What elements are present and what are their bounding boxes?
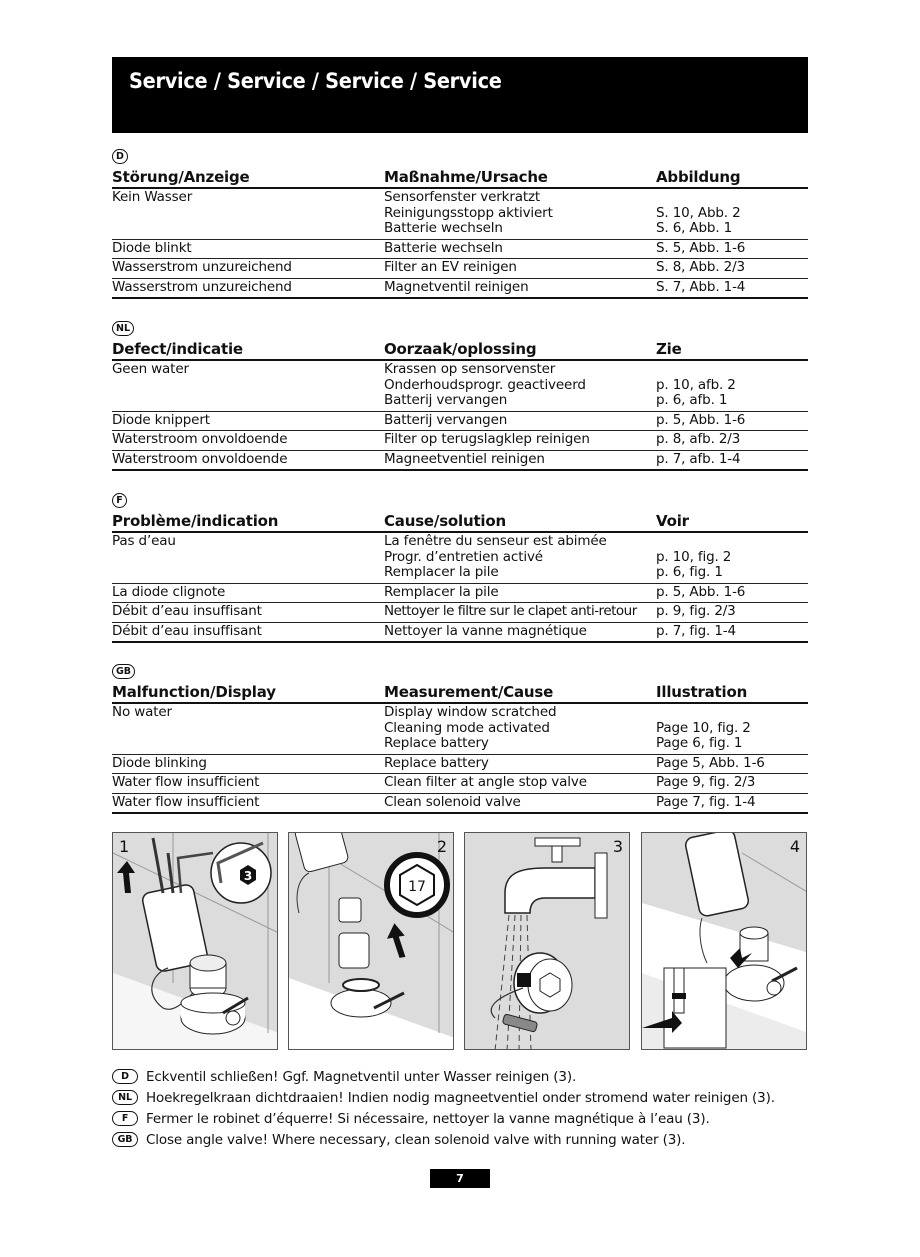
table-header <box>112 682 808 703</box>
reference-line: p. 10, fig. 2 <box>656 548 732 565</box>
problem-cell: Water flow insufficient <box>112 793 384 813</box>
lang-badge-fr: F <box>112 493 127 508</box>
note-text: Close angle valve! Where necessary, clean solenoid valve with running water (3). <box>146 1131 686 1148</box>
up-arrow-icon <box>117 861 135 893</box>
problem-cell: Wasserstrom unzureichend <box>112 259 384 279</box>
cause-cell <box>384 532 656 583</box>
illustration-strip <box>112 832 808 1050</box>
reference-cell: p. 5, Abb. 1-6 <box>656 583 808 603</box>
service-table-fr <box>112 511 808 643</box>
section-gb <box>112 659 808 814</box>
reference-cell <box>656 360 808 411</box>
reference-line <box>656 705 808 721</box>
problem-cell: Geen water <box>112 360 384 411</box>
table-row <box>112 360 808 411</box>
note-gb <box>112 1129 812 1150</box>
figure-number: 4 <box>789 837 800 856</box>
lang-badge-gb: GB <box>112 1132 138 1147</box>
cause-line: Display window scratched <box>384 704 557 720</box>
figure-1 <box>112 832 278 1050</box>
reference-cell: p. 7, afb. 1-4 <box>656 450 808 470</box>
reassemble-illustration <box>642 833 807 1050</box>
table-row <box>112 603 808 623</box>
reference-cell <box>656 532 808 583</box>
remove-electronics-illustration <box>113 833 278 1050</box>
note-text: Hoekregelkraan dichtdraaien! Indien nodig magneetventiel onder stromend water reinigen (3). <box>146 1089 775 1106</box>
lang-badge-nl: NL <box>112 321 134 336</box>
cause-line: Reinigungsstopp aktiviert <box>384 204 553 221</box>
cause-cell: Nettoyer le filtre sur le clapet anti-retour <box>384 603 656 623</box>
note-de <box>112 1066 812 1087</box>
problem-cell: Water flow insufficient <box>112 774 384 794</box>
reference-line <box>656 534 808 550</box>
reference-line: Page 10, fig. 2 <box>656 719 751 736</box>
reference-line <box>656 190 808 206</box>
table-row <box>112 793 808 813</box>
note-nl <box>112 1087 812 1108</box>
section-de <box>112 144 808 299</box>
cause-cell: Batterij vervangen <box>384 411 656 431</box>
cause-line: Batterij vervangen <box>384 392 508 408</box>
column-header: Maßnahme/Ursache <box>384 167 656 188</box>
problem-cell: La diode clignote <box>112 583 384 603</box>
table-row <box>112 411 808 431</box>
hex-key-badge <box>211 843 271 903</box>
column-header: Oorzaak/oplossing <box>384 339 656 360</box>
column-header: Cause/solution <box>384 511 656 532</box>
reference-line: p. 6, afb. 1 <box>656 392 728 408</box>
cause-line: Sensorfenster verkratzt <box>384 189 541 205</box>
reference-cell: Page 5, Abb. 1-6 <box>656 754 808 774</box>
table-row <box>112 583 808 603</box>
problem-cell: Débit d’eau insuffisant <box>112 622 384 642</box>
cause-line: Progr. d’entretien activé <box>384 548 543 565</box>
problem-cell: Kein Wasser <box>112 188 384 239</box>
lang-badge-nl: NL <box>112 1090 138 1105</box>
reference-line: Page 6, fig. 1 <box>656 735 743 751</box>
figure-3 <box>464 832 630 1050</box>
cause-cell: Clean filter at angle stop valve <box>384 774 656 794</box>
unscrew-valve-illustration <box>289 833 454 1050</box>
column-header: Störung/Anzeige <box>112 167 384 188</box>
table-header <box>112 511 808 532</box>
section-nl <box>112 316 808 471</box>
problem-cell: Waterstroom onvoldoende <box>112 450 384 470</box>
svg-text:3: 3 <box>243 869 253 883</box>
table-row <box>112 259 808 279</box>
reference-cell: Page 9, fig. 2/3 <box>656 774 808 794</box>
table-row <box>112 703 808 754</box>
cause-cell <box>384 360 656 411</box>
reference-line: p. 10, afb. 2 <box>656 376 736 393</box>
column-header: Illustration <box>656 682 808 703</box>
table-row <box>112 450 808 470</box>
cause-line: Remplacer la pile <box>384 564 499 580</box>
problem-cell: Débit d’eau insuffisant <box>112 603 384 623</box>
cause-cell: Remplacer la pile <box>384 583 656 603</box>
figure-4 <box>641 832 807 1050</box>
cause-cell: Magneetventiel reinigen <box>384 450 656 470</box>
cause-line: Onderhoudsprogr. geactiveerd <box>384 376 586 393</box>
lang-badge-de: D <box>112 149 128 164</box>
cause-line: Cleaning mode activated <box>384 719 550 736</box>
column-header: Zie <box>656 339 808 360</box>
reference-cell <box>656 188 808 239</box>
reference-cell: p. 8, afb. 2/3 <box>656 431 808 451</box>
faucet-icon <box>505 838 607 918</box>
table-row <box>112 754 808 774</box>
service-table-nl <box>112 339 808 471</box>
cause-line: La fenêtre du senseur est abimée <box>384 533 607 549</box>
table-header <box>112 339 808 360</box>
figure-number: 1 <box>119 837 130 856</box>
reference-line: S. 10, Abb. 2 <box>656 204 741 221</box>
reference-cell: Page 7, fig. 1-4 <box>656 793 808 813</box>
cause-cell: Filter an EV reinigen <box>384 259 656 279</box>
instruction-notes <box>112 1066 812 1150</box>
problem-cell: Pas d’eau <box>112 532 384 583</box>
svg-text:17: 17 <box>408 879 426 895</box>
page-title: Service / Service / Service / Service <box>129 69 502 93</box>
lang-badge-de: D <box>112 1069 138 1084</box>
column-header: Defect/indicatie <box>112 339 384 360</box>
cause-cell: Clean solenoid valve <box>384 793 656 813</box>
problem-cell: Diode blinkt <box>112 239 384 259</box>
column-header: Malfunction/Display <box>112 682 384 703</box>
reference-line: S. 6, Abb. 1 <box>656 220 733 236</box>
problem-cell: No water <box>112 703 384 754</box>
service-table-gb <box>112 682 808 814</box>
header-bar <box>112 57 808 133</box>
table-row <box>112 622 808 642</box>
cause-cell: Nettoyer la vanne magnétique <box>384 622 656 642</box>
reference-cell: S. 5, Abb. 1-6 <box>656 239 808 259</box>
note-text: Eckventil schließen! Ggf. Magnetventil unter Wasser reinigen (3). <box>146 1068 577 1085</box>
column-header: Measurement/Cause <box>384 682 656 703</box>
lang-badge-gb: GB <box>112 664 135 679</box>
table-row <box>112 278 808 298</box>
cause-line: Krassen op sensorvenster <box>384 361 556 377</box>
cause-line: Batterie wechseln <box>384 220 503 236</box>
table-row <box>112 532 808 583</box>
reference-cell: p. 9, fig. 2/3 <box>656 603 808 623</box>
table-header <box>112 167 808 188</box>
up-arrow-icon <box>385 922 409 960</box>
cause-cell <box>384 188 656 239</box>
figure-number: 3 <box>612 837 623 856</box>
table-row <box>112 431 808 451</box>
socket-wrench-badge <box>387 855 447 915</box>
reference-line: p. 6, fig. 1 <box>656 564 723 580</box>
column-header: Problème/indication <box>112 511 384 532</box>
column-header: Abbildung <box>656 167 808 188</box>
note-fr <box>112 1108 812 1129</box>
cause-cell: Batterie wechseln <box>384 239 656 259</box>
cause-cell: Filter op terugslagklep reinigen <box>384 431 656 451</box>
reference-cell: S. 8, Abb. 2/3 <box>656 259 808 279</box>
problem-cell: Diode knippert <box>112 411 384 431</box>
cause-cell <box>384 703 656 754</box>
reference-cell: p. 5, Abb. 1-6 <box>656 411 808 431</box>
page-number: 7 <box>430 1169 490 1188</box>
problem-cell: Waterstroom onvoldoende <box>112 431 384 451</box>
table-row <box>112 239 808 259</box>
table-row <box>112 774 808 794</box>
column-header: Voir <box>656 511 808 532</box>
table-row <box>112 188 808 239</box>
service-table-de <box>112 167 808 299</box>
rinse-valve-illustration <box>465 833 630 1050</box>
cause-cell: Replace battery <box>384 754 656 774</box>
reference-line <box>656 362 808 378</box>
section-fr <box>112 488 808 643</box>
figure-number: 2 <box>436 837 447 856</box>
reference-cell: p. 7, fig. 1-4 <box>656 622 808 642</box>
cause-line: Replace battery <box>384 735 489 751</box>
problem-cell: Wasserstrom unzureichend <box>112 278 384 298</box>
problem-cell: Diode blinking <box>112 754 384 774</box>
figure-2 <box>288 832 454 1050</box>
reference-cell: S. 7, Abb. 1-4 <box>656 278 808 298</box>
cause-cell: Magnetventil reinigen <box>384 278 656 298</box>
lang-badge-fr: F <box>112 1111 138 1126</box>
note-text: Fermer le robinet d’équerre! Si nécessaire, nettoyer la vanne magnétique à l’eau (3). <box>146 1110 710 1127</box>
reference-cell <box>656 703 808 754</box>
